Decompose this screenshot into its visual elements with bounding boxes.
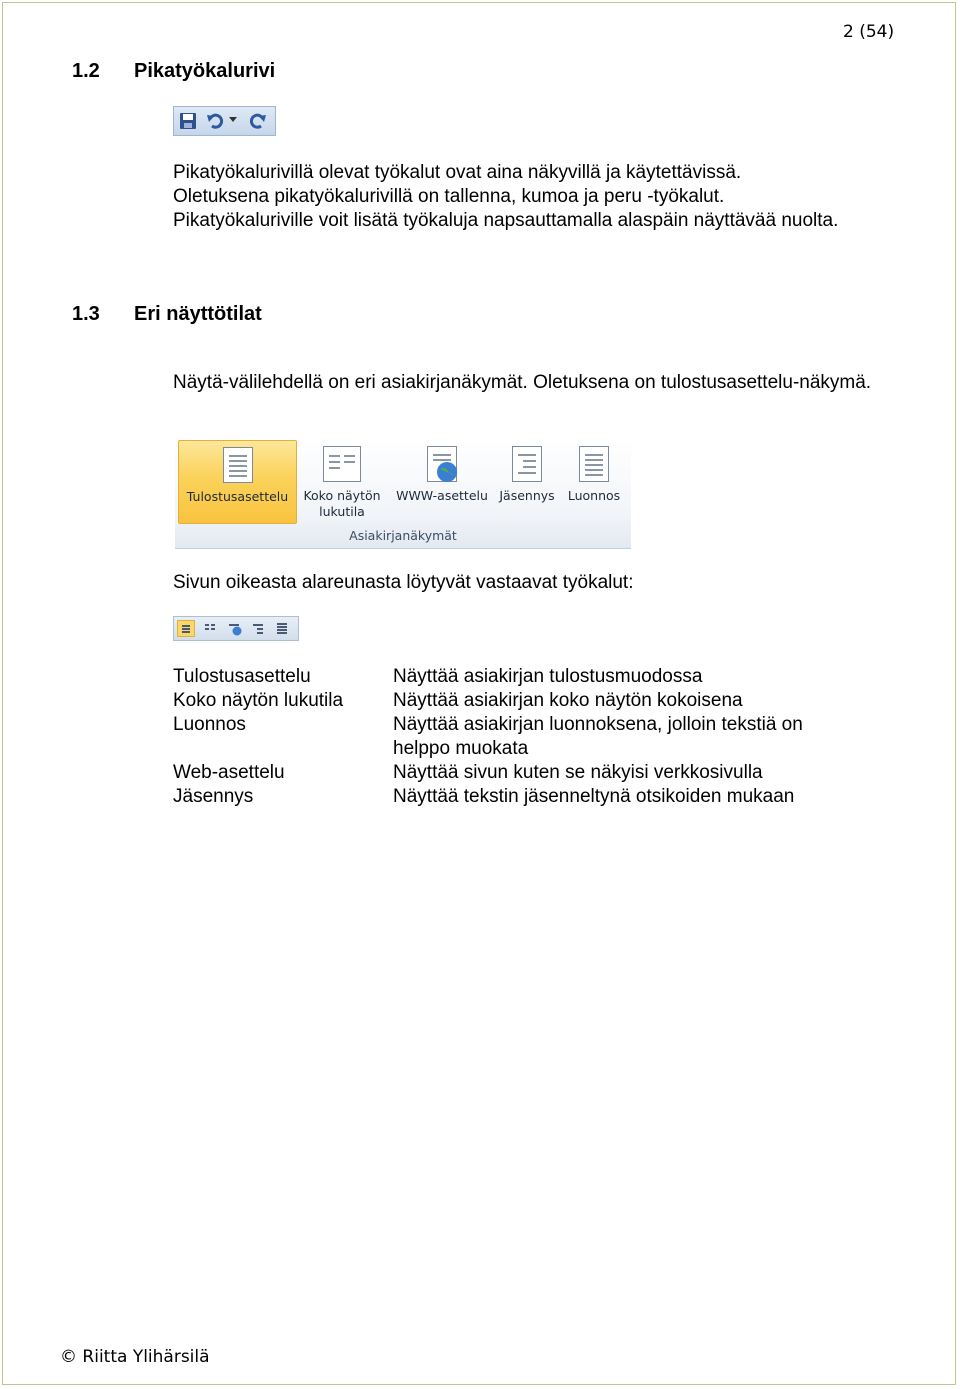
dropdown-arrow-icon [229,117,237,123]
print-layout-icon [223,447,253,483]
quick-access-toolbar [173,106,276,136]
statusbar-intro-text: Sivun oikeasta alareunasta löytyvät vastaavat työkalut: [173,572,634,593]
view-term: Jäsennys [173,786,254,807]
footer-copyright: © Riitta Ylihärsilä [60,1347,210,1367]
document-views-ribbon-group [175,440,631,549]
draft-view-icon[interactable] [273,620,291,637]
section-title: Pikatyökalurivi [134,60,276,82]
web-layout-icon [427,446,457,482]
button-label: WWW-asettelu [396,488,488,503]
undo-icon [206,112,224,130]
paragraph-line: Oletuksena pikatyökalurivillä on tallenna, kumoa ja peru -työkalut. [173,186,725,207]
statusbar-view-buttons [173,616,299,641]
paragraph-line: Pikatyökaluriville voit lisätä työkaluja napsauttamalla alaspäin näyttävää nuolta. [173,210,839,231]
paragraph-line: Pikatyökalurivillä olevat työkalut ovat aina näkyvillä ja käytettävissä. [173,162,742,183]
button-label: Tulostusasettelu [186,489,289,504]
section-number: 1.3 [72,303,100,325]
view-term: Tulostusasettelu [173,666,311,687]
button-label: Jäsennys [499,488,555,503]
redo-icon [249,112,267,130]
web-layout-button[interactable] [389,440,495,524]
full-screen-reading-icon [323,446,361,482]
view-term: Luonnos [173,714,246,735]
section-title: Eri näyttötilat [134,303,262,325]
page-number: 2 (54) [843,22,895,42]
section-1-3-paragraph: Näytä-välilehdellä on eri asiakirjanäkymät. Oletuksena on tulostusasettelu-näkymä. [173,372,872,393]
view-term: Koko näytön lukutila [173,690,344,711]
view-description: Näyttää asiakirjan luonnoksena, jolloin tekstiä on helppo muokata [393,714,803,759]
draft-icon [579,446,609,482]
save-icon [179,112,197,130]
print-layout-button[interactable] [178,440,297,524]
button-label: Koko näytön lukutila [303,488,381,519]
view-description: Näyttää sivun kuten se näkyisi verkkosivulla [393,762,763,783]
section-number: 1.2 [72,60,100,82]
ribbon-group-label: Asiakirjanäkymät [349,528,457,543]
outline-view-icon[interactable] [249,620,267,637]
button-label: Luonnos [567,488,621,503]
view-description: Näyttää asiakirjan tulostusmuodossa [393,666,703,687]
view-term: Web-asettelu [173,762,285,783]
view-description: Näyttää asiakirjan koko näytön kokoisena [393,690,743,711]
view-description: Näyttää tekstin jäsenneltynä otsikoiden mukaan [393,786,795,807]
full-screen-reading-button[interactable] [296,440,388,524]
outline-button[interactable] [495,440,559,524]
section-1-2-paragraph [173,161,873,233]
draft-button[interactable] [561,440,627,524]
full-screen-reading-view-icon[interactable] [201,620,219,637]
web-layout-view-icon[interactable] [225,620,243,637]
print-layout-view-icon[interactable] [177,620,195,637]
outline-icon [512,446,542,482]
